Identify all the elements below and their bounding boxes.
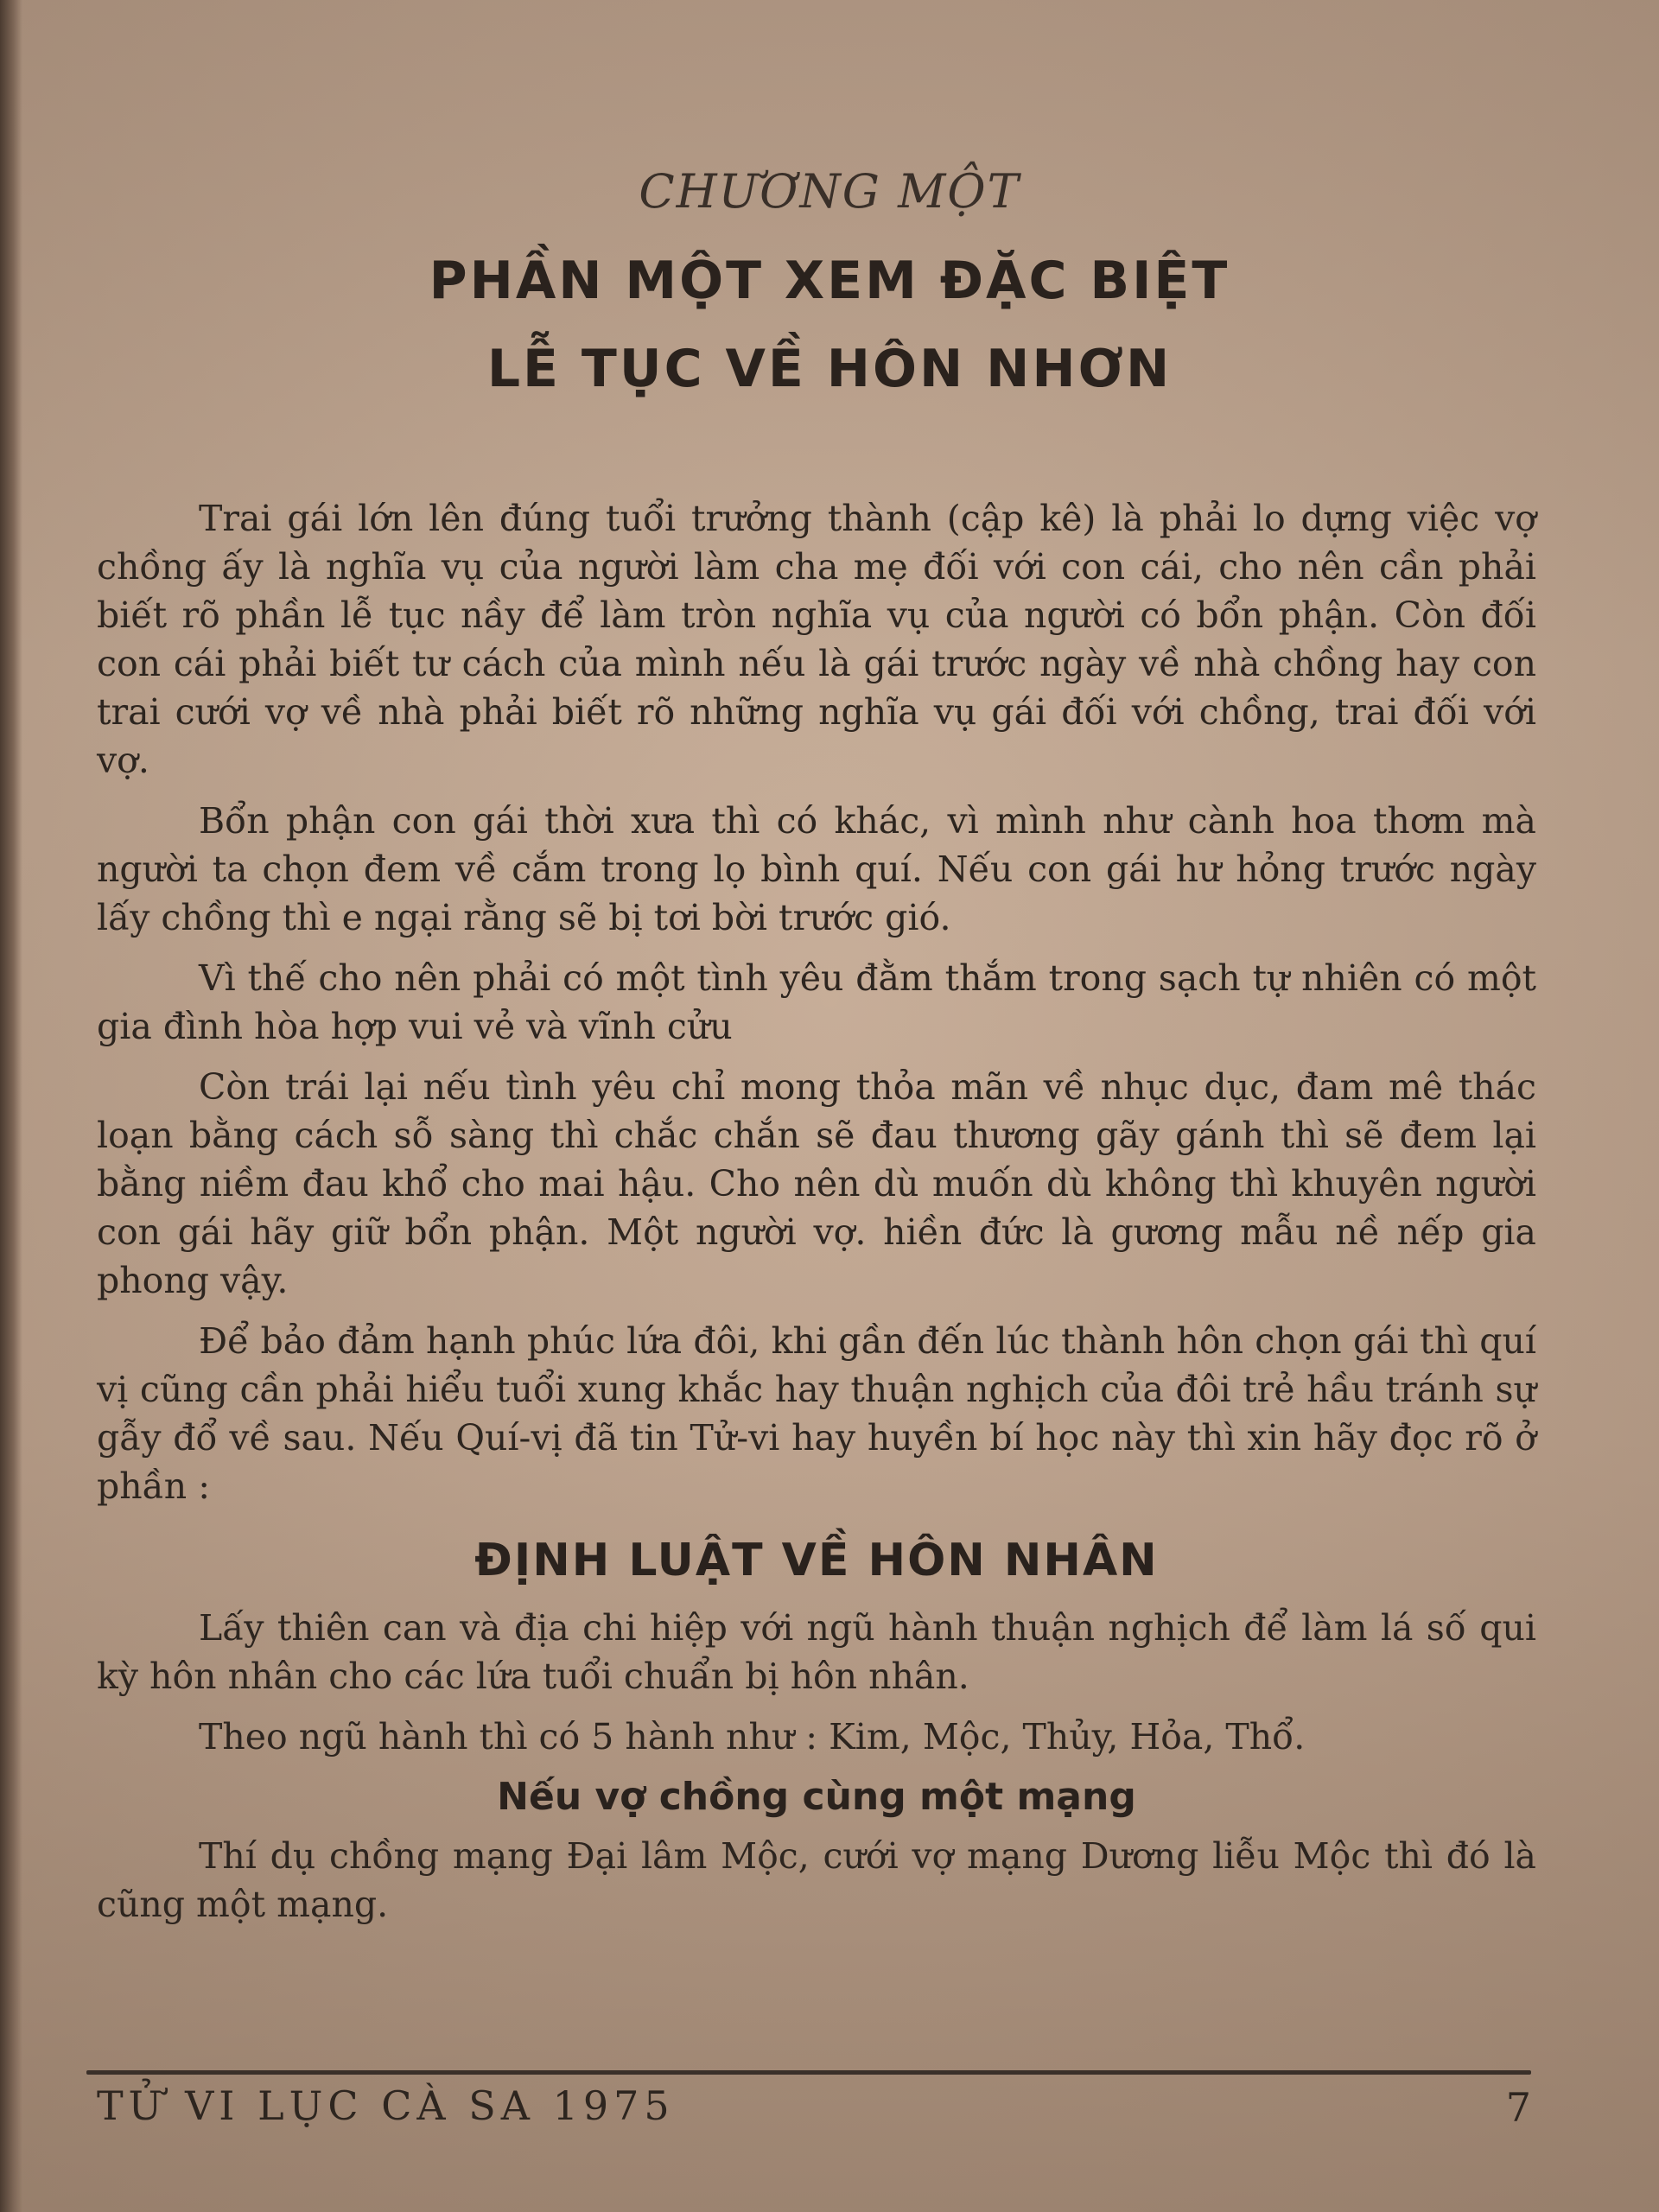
body-text (97, 494, 1536, 1941)
paragraph: Còn trái lại nếu tình yêu chỉ mong thỏa mãn về nhục dục, đam mê thác loạn bằng cách sỗ sàng thì chắc chắn sẽ đau thương gãy gánh thì sẽ đem lại bằng niềm đau khổ cho mai hậu. Cho nên dù muốn dù không thì khuyên người con gái hãy giữ bổn phận. Một người vợ. hiền đức là gương mẫu nề nếp gia phong vậy. (97, 1066, 1536, 1301)
paragraph: Theo ngũ hành thì có 5 hành như : Kim, Mộc, Thủy, Hỏa, Thổ. (199, 1716, 1306, 1758)
paragraph: Trai gái lớn lên đúng tuổi trưởng thành (cập kê) là phải lo dựng việc vợ chồng ấy là nghĩa vụ của người làm cha mẹ đối với con cái, cho nên cần phải biết rõ phần lễ tục nầy để làm tròn nghĩa vụ của người có bổn phận. Còn đối con cái phải biết tư cách của mình nếu là gái trước ngày về nhà chồng hay con trai cưới vợ về nhà phải biết rõ những nghĩa vụ gái đối với chồng, trai đối với vợ. (97, 498, 1536, 781)
page-title-line-2: LỄ TỤC VỀ HÔN NHƠN (486, 339, 1173, 399)
subheading: Nếu vợ chồng cùng một mạng (497, 1775, 1136, 1819)
page-title-line-1: PHẦN MỘT XEM ĐẶC BIỆT (429, 251, 1230, 311)
chapter-label: CHƯƠNG MỘT (639, 164, 1020, 219)
paragraph: Vì thế cho nên phải có một tình yêu đằm thắm trong sạch tự nhiên có một gia đình hòa hợp vui vẻ và vĩnh cửu (97, 957, 1536, 1047)
paragraph: Thí dụ chồng mạng Đại lâm Mộc, cưới vợ mạng Dương liễu Mộc thì đó là cũng một mạng. (97, 1835, 1536, 1925)
paragraph: Bổn phận con gái thời xưa thì có khác, vì mình như cành hoa thơm mà người ta chọn đem về cắm trong lọ bình quí. Nếu con gái hư hỏng trước ngày lấy chồng thì e ngại rằng sẽ bị tơi bời trước gió. (97, 800, 1536, 938)
section-heading: ĐỊNH LUẬT VỀ HÔN NHÂN (474, 1535, 1159, 1586)
footer-book-title: TỬ VI LỤC CÀ SA 1975 (97, 2082, 675, 2129)
paragraph: Lấy thiên can và địa chi hiệp với ngũ hành thuận nghịch để làm lá số qui kỳ hôn nhân cho các lứa tuổi chuẩn bị hôn nhân. (97, 1607, 1536, 1697)
paragraph: Để bảo đảm hạnh phúc lứa đôi, khi gần đến lúc thành hôn chọn gái thì quí vị cũng cần phải hiểu tuổi xung khắc hay thuận nghịch của đôi trẻ hầu tránh sự gẫy đổ về sau. Nếu Quí-vị đã tin Tử-vi hay huyền bí học này thì xin hãy đọc rõ ở phần : (97, 1320, 1536, 1507)
page-number: 7 (1505, 2084, 1531, 2131)
footer-rule (86, 2070, 1531, 2075)
